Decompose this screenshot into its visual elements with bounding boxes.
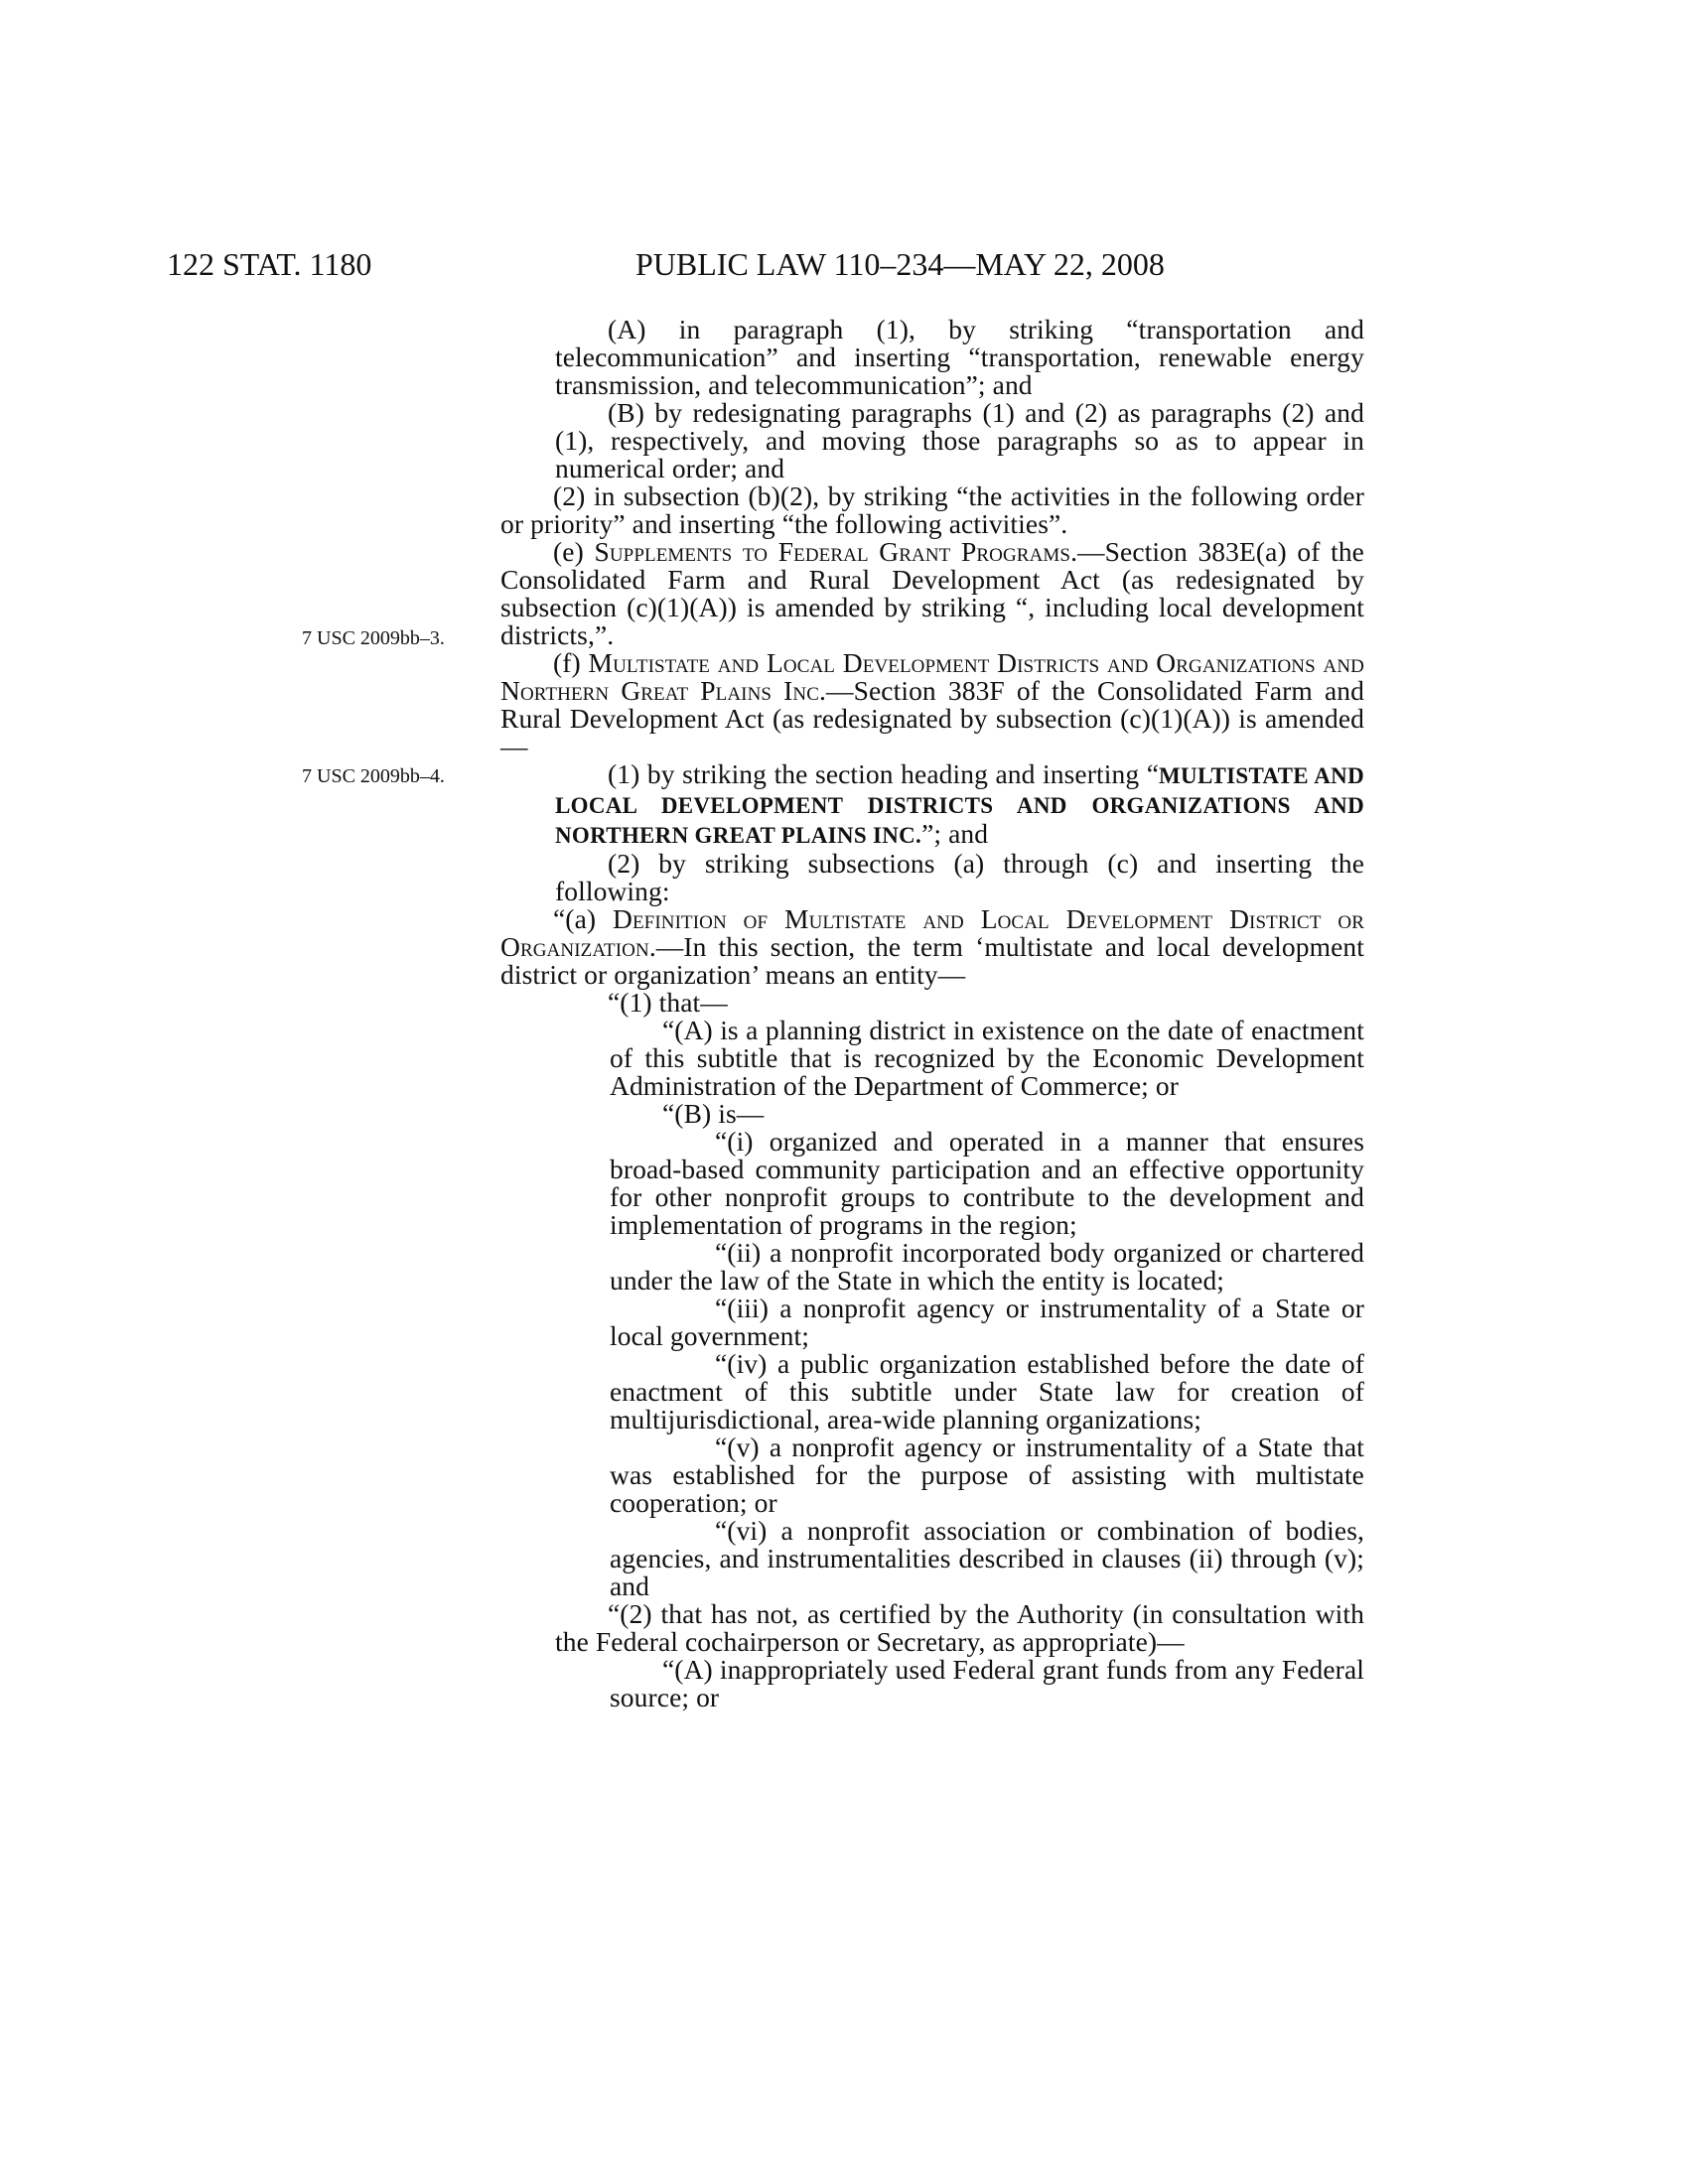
paragraph: (2) in subsection (b)(2), by striking “the activities in the following order or priority” and inserting “the following activities”. bbox=[500, 480, 1364, 539]
subsection-text: —In this section, the term ‘multistate and local development district or organization’ means an entity— bbox=[500, 931, 1364, 990]
paragraph-tail: ”; and bbox=[921, 818, 989, 849]
paragraph bbox=[500, 649, 1364, 760]
paragraph: “(A) inappropriately used Federal grant funds from any Federal source; or bbox=[610, 1654, 1364, 1712]
paragraph: (2) by striking subsections (a) through (c) and inserting the following: bbox=[555, 848, 1364, 906]
paragraph bbox=[500, 538, 1364, 649]
paragraph: “(iv) a public organization established before the date of enactment of this subtitle under State law for creation of multijurisdictional, area-wide planning organizations; bbox=[610, 1348, 1364, 1434]
subsection-text: —Section 383F of the Consolidated Farm and Rural Development Act (as redesignated by subsection (c)(1)(A)) is amended— bbox=[500, 675, 1364, 761]
subsection-label: (f) bbox=[553, 647, 589, 678]
paragraph-lead: (1) by striking the section heading and inserting “ bbox=[608, 758, 1160, 789]
paragraph: “(i) organized and operated in a manner that ensures broad-based community participation and an effective opportunity for other nonprofit groups to contribute to the development and implementation of programs in the region; bbox=[610, 1126, 1364, 1240]
paragraph: “(2) that has not, as certified by the Authority (in consultation with the Federal cochairperson or Secretary, as appropriate)— bbox=[555, 1598, 1364, 1657]
paragraph: “(iii) a nonprofit agency or instrumentality of a State or local government; bbox=[610, 1293, 1364, 1351]
inserted-heading: MULTISTATE AND LOCAL DEVELOPMENT DISTRICTS AND ORGANIZATIONS AND NORTHERN GREAT PLAINS INC. bbox=[555, 763, 1364, 848]
subsection-heading: Supplements to Federal Grant Programs. bbox=[594, 536, 1078, 567]
running-header-title: PUBLIC LAW 110–234—MAY 22, 2008 bbox=[635, 246, 1165, 282]
body-text bbox=[500, 316, 1364, 1711]
paragraph: “(vi) a nonprofit association or combination of bodies, agencies, and instrumentalities described in clauses (ii) through (v); and bbox=[610, 1515, 1364, 1601]
subsection-label: (e) bbox=[553, 536, 595, 567]
paragraph bbox=[500, 905, 1364, 989]
paragraph: “(ii) a nonprofit incorporated body organized or chartered under the law of the State in which the entity is located; bbox=[610, 1237, 1364, 1296]
paragraph: “(v) a nonprofit agency or instrumentality of a State that was established for the purpose of assisting with multistate cooperation; or bbox=[610, 1432, 1364, 1518]
margin-citation: 7 USC 2009bb–3. bbox=[302, 627, 445, 649]
paragraph: (B) by redesignating paragraphs (1) and (2) as paragraphs (2) and (1), respectively, and moving those paragraphs so as to appear in numerical order; and bbox=[555, 397, 1364, 483]
paragraph: “(A) is a planning district in existence on the date of enactment of this subtitle that is recognized by the Economic Development Administration of the Department of Commerce; or bbox=[610, 1015, 1364, 1101]
subsection-heading: Multistate and Local Development Districts and Organizations and Northern Great Plains Inc. bbox=[500, 647, 1364, 706]
subsection-label: “(a) bbox=[553, 903, 614, 934]
paragraph: “(B) is— bbox=[662, 1098, 765, 1129]
paragraph bbox=[500, 760, 1364, 850]
paragraph: “(1) that— bbox=[608, 987, 728, 1018]
paragraph: (A) in paragraph (1), by striking “transportation and telecommunication” and inserting “transportation, renewable energy transmission, and telecommunication”; and bbox=[555, 314, 1364, 400]
subsection-heading: Definition of Multistate and Local Development District or Organization. bbox=[500, 903, 1365, 962]
subsection-text: —Section 383E(a) of the Consolidated Farm and Rural Development Act (as redesignated by subsection (c)(1)(A)) is amended by striking “, including local development districts,”. bbox=[500, 536, 1364, 650]
page-stat-reference: 122 STAT. 1180 bbox=[167, 246, 372, 282]
margin-citation: 7 USC 2009bb–4. bbox=[302, 765, 445, 787]
